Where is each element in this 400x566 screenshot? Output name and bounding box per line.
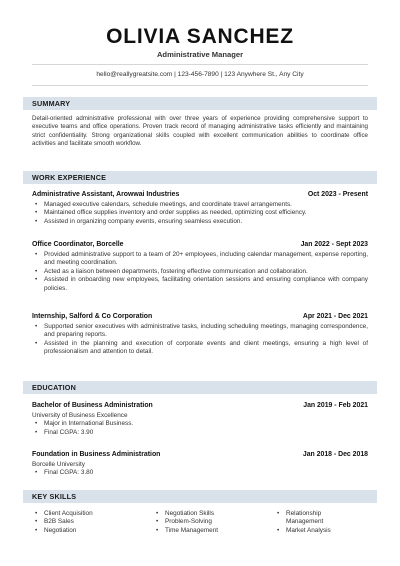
section-header-skills (23, 490, 377, 503)
skill-item: • B2B Sales (32, 518, 142, 526)
candidate-name: OLIVIA SANCHEZ (106, 25, 294, 48)
job-bullet: • Assisted in onboarding new employees, facilitating orientation sessions and ensuring compliance with company policies. (32, 276, 368, 293)
education-bullet: • Major in International Business. (32, 420, 368, 428)
skills-column (32, 510, 142, 535)
education-bullet: • Final CGPA: 3.80 (32, 469, 368, 477)
section-title: SUMMARY (32, 99, 71, 108)
job-entry (32, 191, 368, 226)
job-bullet: • Acted as a liaison between departments, fostering effective communication and collaboration. (32, 268, 368, 276)
contact-line: hello@reallygreatsite.com | 123-456-7890 | 123 Anywhere St., Any City (96, 71, 304, 78)
job-dates: Apr 2021 - Dec 2021 (302, 313, 368, 320)
job-dates: Jan 2022 - Sept 2023 (300, 241, 368, 248)
education-dates: Jan 2018 - Dec 2018 (302, 451, 368, 458)
divider (32, 85, 368, 86)
section-title: WORK EXPERIENCE (32, 173, 107, 182)
skill-item: • Negotiation (32, 527, 142, 535)
section-header-experience (23, 171, 377, 184)
school: University of Business Excellence (32, 412, 128, 419)
skills-column (153, 510, 263, 535)
summary-text: Detail-oriented administrative professional with over three years of experience providing comprehensive support to executive teams and office operations. Proven track record of managing administrative tasks efficiently and maintaining strict confidentiality. Strong organizational skills coupled with excellent communication abilities to coordinate office activities and facilitate smooth workflow. (32, 115, 368, 148)
job-bullet: • Provided administrative support to a team of 20+ employees, including calendar management, expense reporting, and meeting coordination. (32, 251, 368, 268)
skill-item: • Relationship Management (274, 510, 359, 527)
job-entry (32, 313, 368, 357)
skill-item: • Problem-Solving (153, 518, 263, 526)
section-title: EDUCATION (32, 383, 76, 392)
education-bullet: • Final CGPA: 3.90 (32, 429, 368, 437)
degree: Foundation in Business Administration (32, 451, 161, 458)
divider (32, 64, 368, 65)
job-title: Administrative Manager (156, 50, 244, 59)
section-header-summary (23, 97, 377, 110)
skills-column (274, 510, 359, 535)
job-dates: Oct 2023 - Present (307, 191, 368, 198)
section-title: KEY SKILLS (32, 492, 77, 501)
skill-item: • Negotiation Skills (153, 510, 263, 518)
school: Borcelle University (32, 461, 85, 468)
job-position: Administrative Assistant, Arowwai Industries (32, 191, 180, 198)
skill-item: • Client Acquisition (32, 510, 142, 518)
job-bullet: • Maintained office supplies inventory and order supplies as needed, optimizing cost efficiency. (32, 209, 368, 217)
job-bullet: • Managed executive calendars, schedule meetings, and coordinate travel arrangements. (32, 201, 368, 209)
job-bullet: • Supported senior executives with administrative tasks, including scheduling meetings, managing correspondence, and preparing reports. (32, 323, 368, 340)
education-dates: Jan 2019 - Feb 2021 (303, 402, 368, 409)
skill-item: • Market Analysis (274, 527, 359, 535)
job-position: Internship, Salford & Co Corporation (32, 313, 153, 320)
skill-item: • Time Management (153, 527, 263, 535)
education-entry (32, 402, 368, 437)
job-bullet: • Assisted in organizing company events, ensuring seamless execution. (32, 218, 368, 226)
job-bullet: • Assisted in the planning and execution of corporate events and client meetings, ensuring a high level of professionalism and attention to detail. (32, 340, 368, 357)
section-header-education (23, 381, 377, 394)
education-entry (32, 451, 368, 478)
job-entry (32, 241, 368, 293)
job-position: Office Coordinator, Borcelle (32, 241, 124, 248)
degree: Bachelor of Business Administration (32, 402, 153, 409)
